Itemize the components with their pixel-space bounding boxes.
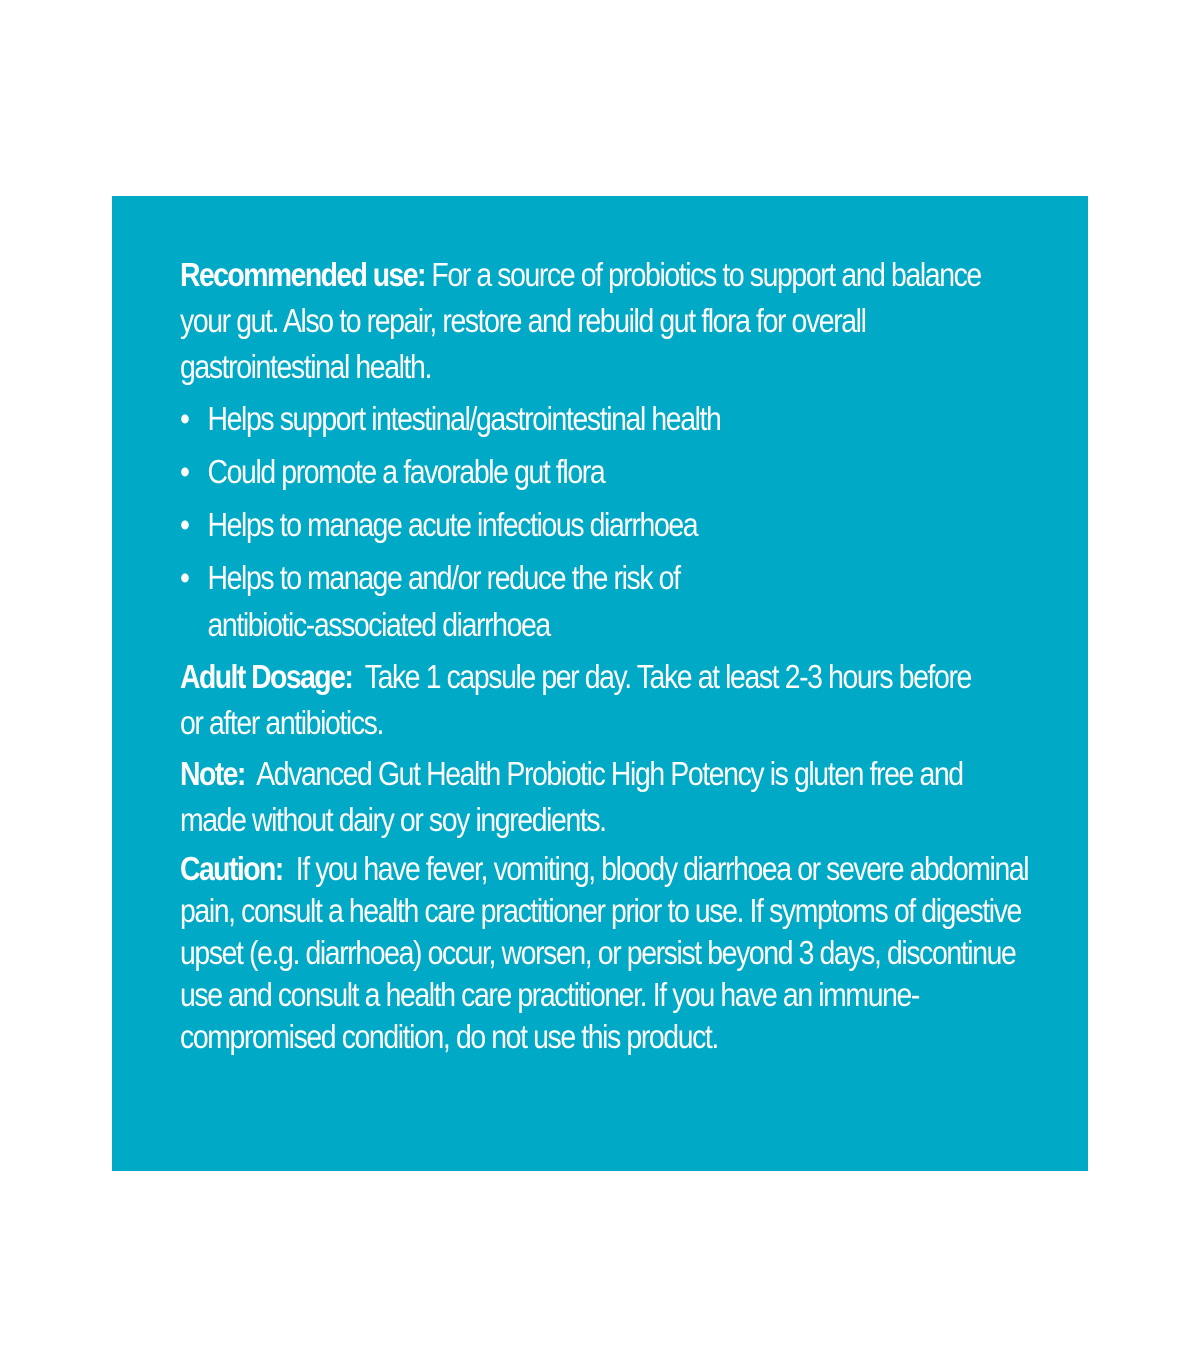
label-text-block bbox=[180, 252, 1040, 1063]
list-item-text: Helps to manage and/or reduce the risk of antibiotic-associated diarrhoea bbox=[207, 559, 680, 643]
recommended-use-paragraph bbox=[180, 252, 1010, 390]
note-paragraph bbox=[180, 751, 1031, 843]
caution-label: Caution: bbox=[180, 850, 283, 887]
list-item-text: Helps to manage acute infectious diarrhoea bbox=[207, 506, 698, 543]
list-item bbox=[180, 501, 1040, 548]
adult-dosage-text: Take 1 capsule per day. Take at least 2-3 hours before or after antibiotics. bbox=[180, 658, 971, 741]
caution-text: If you have fever, vomiting, bloody diarrhoea or severe abdominal pain, consult a health care practitioner prior to use. If symptoms of digestive upset (e.g. diarrhoea) occur, worsen, or persist beyond 3 days, discontinue use and consult a health care practitioner. If you have an immune-compromised condition, do not use this product. bbox=[180, 850, 1029, 1055]
bullet-icon: • bbox=[180, 400, 189, 437]
list-item bbox=[180, 448, 1040, 495]
bullet-icon: • bbox=[180, 453, 189, 490]
bullet-icon: • bbox=[180, 506, 189, 543]
benefits-list bbox=[180, 395, 1040, 648]
note-label: Note: bbox=[180, 755, 245, 792]
caution-paragraph bbox=[180, 848, 1036, 1058]
recommended-use-label: Recommended use: bbox=[180, 256, 425, 293]
list-item-text: Helps support intestinal/gastrointestinal health bbox=[207, 400, 721, 437]
recommended-use-text: For a source of probiotics to support and balance your gut. Also to repair, restore and rebuild gut flora for overall gastrointestinal health. bbox=[180, 256, 981, 385]
adult-dosage-paragraph bbox=[180, 654, 984, 746]
list-item-text: Could promote a favorable gut flora bbox=[207, 453, 605, 490]
adult-dosage-label: Adult Dosage: bbox=[180, 658, 353, 695]
list-item bbox=[180, 395, 1040, 442]
bullet-icon: • bbox=[180, 559, 189, 596]
info-panel bbox=[112, 196, 1088, 1171]
list-item bbox=[180, 554, 779, 648]
note-text: Advanced Gut Health Probiotic High Potency is gluten free and made without dairy or soy ingredients. bbox=[180, 755, 963, 838]
